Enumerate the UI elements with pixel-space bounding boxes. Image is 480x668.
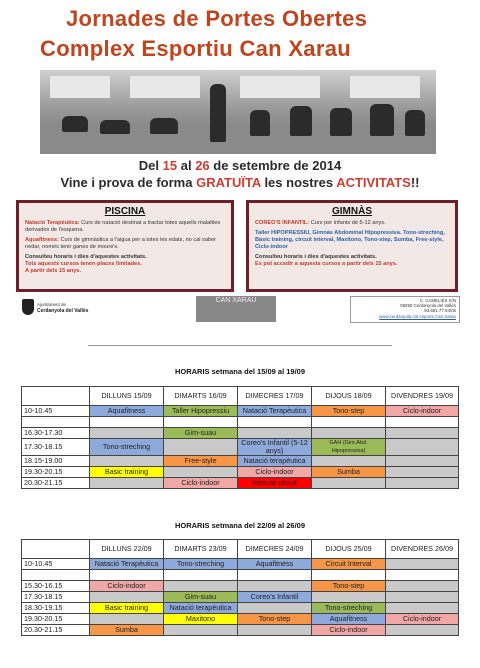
- class-cell: [386, 581, 459, 592]
- piscina-heading: PISCINA: [104, 206, 146, 217]
- title-line-2: Complex Esportiu Can Xarau: [40, 36, 351, 61]
- schedule-1-title: HORARIS setmana del 15/09 al 19/09: [174, 367, 306, 376]
- time-cell: 15.30-16.15: [22, 581, 90, 592]
- day-header: DIVENDRES 19/09: [386, 387, 459, 406]
- schedule-row: [22, 570, 459, 581]
- class-cell: [90, 478, 164, 489]
- schedule-row: [22, 456, 459, 467]
- schedule-1-table: [21, 386, 459, 489]
- schedule-2-table: [21, 539, 459, 636]
- divider: [88, 345, 392, 346]
- class-cell: [312, 478, 386, 489]
- time-cell: [22, 417, 90, 428]
- corner-cell: [22, 387, 90, 406]
- time-cell: 17.30-18.15: [22, 592, 90, 603]
- piscina-box: [16, 200, 234, 292]
- class-cell: [386, 570, 459, 581]
- class-cell: [312, 428, 386, 439]
- gimnas-notes: Consulteu horaris i dies d'aquestes activitats. Es pot accedir a aquests cursos a partir dels 15 anys.: [255, 254, 398, 267]
- class-cell: GAH (Gim.Abd. Hipopressiva): [312, 439, 386, 456]
- schedule-row: [22, 625, 459, 636]
- class-cell: [386, 625, 459, 636]
- class-cell: Natació Terapèutica: [238, 406, 312, 417]
- day-header: DIMECRES 17/09: [238, 387, 312, 406]
- class-cell: Basic training: [90, 467, 164, 478]
- gimnas-box: [246, 200, 458, 292]
- time-cell: [22, 570, 90, 581]
- class-cell: [312, 592, 386, 603]
- class-cell: [90, 614, 164, 625]
- time-cell: 10-10.45: [22, 559, 90, 570]
- class-cell: Free-style: [164, 456, 238, 467]
- dates-line: Del 15 al 26 de setembre de 2014: [138, 158, 342, 173]
- class-cell: [90, 592, 164, 603]
- ajuntament-logo: Ajuntament de Cerdanyola del Vallès: [22, 299, 92, 321]
- class-cell: Gim-suau: [164, 428, 238, 439]
- time-cell: 10-10.45: [22, 406, 90, 417]
- class-cell: [164, 581, 238, 592]
- class-cell: [238, 417, 312, 428]
- class-cell: Natació terapèutica: [238, 456, 312, 467]
- website-link[interactable]: www.cerdanyola.cat esports Can Xarau: [379, 313, 456, 319]
- class-cell: Natació terapèutica: [164, 603, 238, 614]
- gimnas-coreos: COREO'S INFANTIL: Curs per infants de 5-12 anys.: [255, 220, 386, 226]
- class-cell: [386, 428, 459, 439]
- class-cell: Gim-suau: [164, 592, 238, 603]
- class-cell: [386, 478, 459, 489]
- class-cell: [312, 417, 386, 428]
- schedule-row: [22, 478, 459, 489]
- class-cell: Ciclo-indoor: [164, 478, 238, 489]
- schedule-row: [22, 467, 459, 478]
- class-cell: [164, 570, 238, 581]
- class-cell: Sumba: [312, 467, 386, 478]
- day-header: DILLUNS 15/09: [90, 387, 164, 406]
- time-cell: 18.30-19.15: [22, 603, 90, 614]
- day-header: DIMARTS 23/09: [164, 540, 238, 559]
- schedule-row: [22, 417, 459, 428]
- class-cell: Basic training: [90, 603, 164, 614]
- header-row: [22, 387, 459, 406]
- class-cell: [386, 592, 459, 603]
- class-cell: [312, 456, 386, 467]
- day-header: DIJOUS 18/09: [312, 387, 386, 406]
- class-cell: Aquafitness: [238, 559, 312, 570]
- class-cell: Aquafitness: [312, 614, 386, 625]
- title-line-1: Jornades de Portes Obertes: [66, 6, 368, 31]
- time-cell: 19.30-20.15: [22, 614, 90, 625]
- class-cell: [164, 417, 238, 428]
- class-cell: Tono-step: [238, 614, 312, 625]
- day-header: DIMECRES 24/09: [238, 540, 312, 559]
- class-cell: Sumba: [90, 625, 164, 636]
- schedule-row: [22, 439, 459, 456]
- class-cell: Tono-streching: [90, 439, 164, 456]
- class-cell: Ciclo-indoor: [312, 625, 386, 636]
- class-cell: [386, 439, 459, 456]
- schedule-row: [22, 592, 459, 603]
- class-cell: [238, 603, 312, 614]
- address-box: C. CAMELIES S/N 08290 Cerdanyola del Vallès 93.691.77.04/05 www.cerdanyola.cat esports Can Xarau: [350, 296, 460, 323]
- class-cell: Ciclo-indoor: [386, 406, 459, 417]
- class-cell: Natació Terapèutica: [90, 559, 164, 570]
- class-cell: [90, 570, 164, 581]
- time-cell: 17.30-18.15: [22, 439, 90, 456]
- class-cell: [90, 456, 164, 467]
- time-cell: 19.30-20.15: [22, 467, 90, 478]
- day-header: DILLUNS 22/09: [90, 540, 164, 559]
- class-cell: Aquafitness: [90, 406, 164, 417]
- class-cell: [386, 467, 459, 478]
- schedule-row: [22, 428, 459, 439]
- class-cell: [238, 625, 312, 636]
- class-cell: Ciclo-indoor: [238, 467, 312, 478]
- class-cell: Ciclo-indoor: [386, 614, 459, 625]
- class-cell: Coreo's Infantil: [238, 592, 312, 603]
- schedule-row: [22, 614, 459, 625]
- day-header: DIMARTS 16/09: [164, 387, 238, 406]
- time-cell: 18.15-19.00: [22, 456, 90, 467]
- schedule-row: [22, 406, 459, 417]
- piscina-natacio: Natació Terapèutica: Curs de natació destinat a tractar totes aquells malalties derivades de l'esquena.: [25, 220, 221, 233]
- class-cell: [386, 603, 459, 614]
- class-cell: [164, 625, 238, 636]
- class-cell: Circuit Interval: [312, 559, 386, 570]
- class-cell: Interval-circuit: [238, 478, 312, 489]
- class-cell: [164, 439, 238, 456]
- class-cell: [164, 467, 238, 478]
- gimnas-activities: Taller HIPOPRESSIU, Gimnàs Abdominal Hipopressiva. Tono-streching, Bàsic training, circuit interval, Maxitono, Tono-step, Sumba, Free-style, Ciclo-indoor: [255, 230, 445, 250]
- promo-line: Vine i prova de forma GRATUÏTA les nostres ACTIVITATS!!: [60, 175, 420, 190]
- class-cell: [90, 428, 164, 439]
- schedule-row: [22, 603, 459, 614]
- class-cell: [238, 581, 312, 592]
- day-header: DIVENDRES 26/09: [386, 540, 459, 559]
- day-header: DIJOUS 25/09: [312, 540, 386, 559]
- class-cell: Tono-step: [312, 406, 386, 417]
- gym-photo: [40, 70, 436, 154]
- class-cell: Tono-streching: [164, 559, 238, 570]
- shield-icon: [22, 299, 34, 315]
- time-cell: 20.30-21.15: [22, 625, 90, 636]
- time-cell: 20.30-21.15: [22, 478, 90, 489]
- header-row: [22, 540, 459, 559]
- class-cell: [312, 570, 386, 581]
- gimnas-heading: GIMNÀS: [332, 206, 372, 217]
- corner-cell: [22, 540, 90, 559]
- class-cell: [386, 417, 459, 428]
- class-cell: Maxitono: [164, 614, 238, 625]
- class-cell: [238, 428, 312, 439]
- class-cell: Coreo's Infantil (5-12 anys): [238, 439, 312, 456]
- class-cell: [90, 417, 164, 428]
- class-cell: Tono-streching: [312, 603, 386, 614]
- class-cell: Taller Hipopressiu: [164, 406, 238, 417]
- schedule-2-title: HORARIS setmana del 22/09 al 26/09: [174, 521, 306, 530]
- class-cell: Ciclo-indoor: [90, 581, 164, 592]
- class-cell: Tono-step: [312, 581, 386, 592]
- schedule-row: [22, 581, 459, 592]
- class-cell: [386, 456, 459, 467]
- class-cell: [238, 570, 312, 581]
- class-cell: [386, 559, 459, 570]
- piscina-notes: Consulteu horaris i dies d'aquestes activitats. Tots aquests cursos tenen places limitades. A partir dels 15 anys.: [25, 254, 147, 274]
- piscina-aquafitness: Aquafitness: Curs de gimnàstica a l'aigua per a totes les edats, no cal saber nedar, només tenir ganes de moure's.: [25, 237, 217, 250]
- time-cell: 16.30-17.30: [22, 428, 90, 439]
- schedule-row: [22, 559, 459, 570]
- can-xarau-logo: CAN XARAU: [196, 296, 276, 322]
